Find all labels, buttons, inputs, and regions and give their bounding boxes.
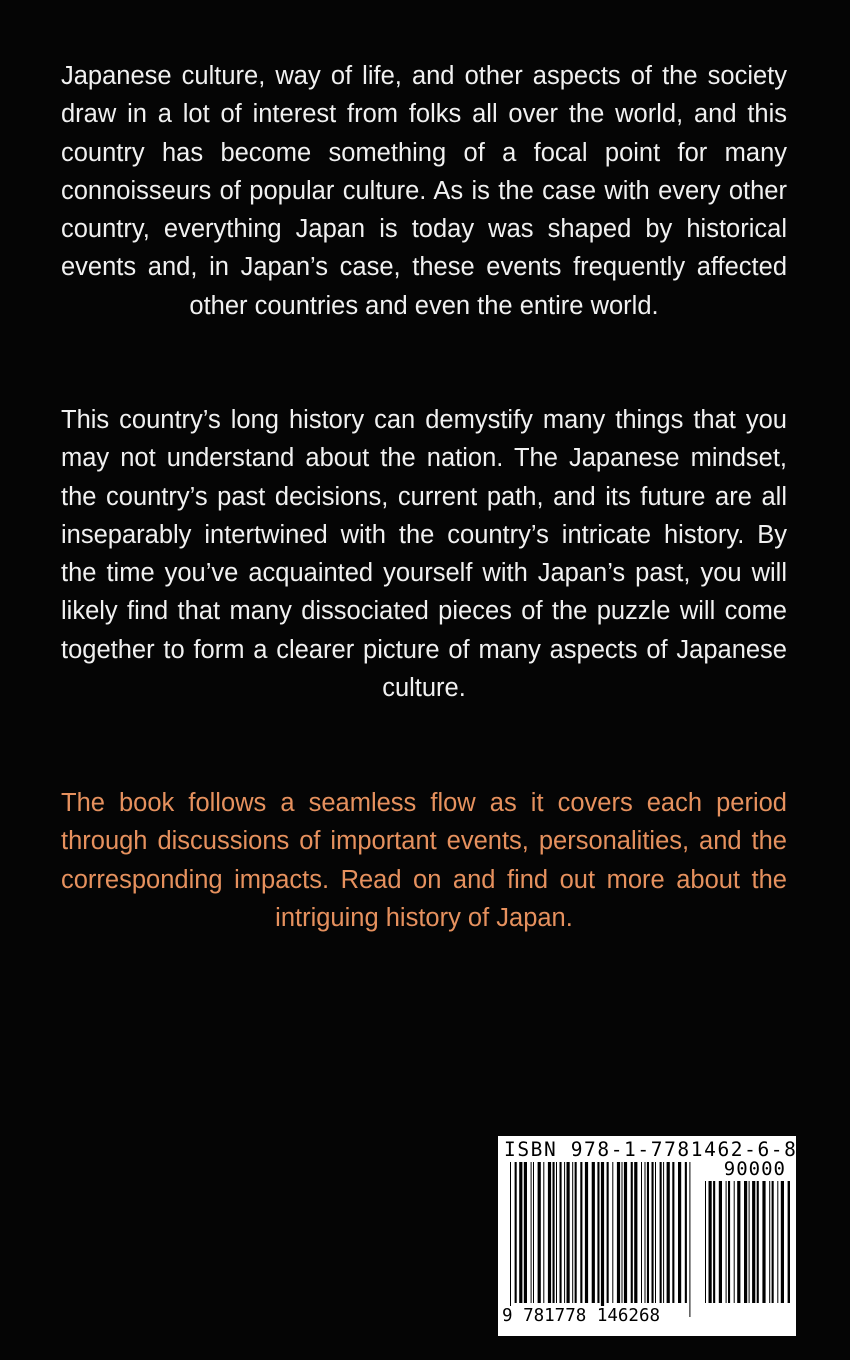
barcode-bar [762,1181,765,1303]
barcode-bar [556,1162,557,1303]
barcode-bar [672,1162,674,1303]
barcode-bar [728,1181,730,1303]
barcode-bar [772,1181,774,1303]
barcode-bar [689,1162,690,1317]
barcode-bar [519,1162,522,1303]
barcode-bar [769,1181,770,1303]
barcode-bar [585,1162,588,1303]
barcode-bar [685,1162,687,1303]
barcode-bar [572,1162,573,1303]
barcode-bar [597,1162,599,1303]
description-paragraph-3: The book follows a seamless flow as it covers each period through discussions of important events, personalities, and the corresponding impacts. Read on and find out more about the intriguing history of Japan. [61,789,787,932]
barcode-bar [631,1162,633,1303]
barcode-bar [737,1181,740,1303]
barcode-bar [645,1162,646,1303]
barcode-bar [567,1162,570,1303]
barcode-bar [777,1181,778,1303]
barcode-bar [622,1162,623,1303]
ean-digits: 9 781778 146268 [502,1306,661,1326]
barcode-bar [634,1162,637,1303]
barcode-bar [515,1162,517,1303]
barcode-bar [524,1162,527,1303]
barcode-bar [678,1162,681,1303]
barcode-bar [744,1181,747,1303]
price-code: 90000 [723,1158,786,1180]
barcode-bar [607,1162,609,1303]
barcode-bar [788,1181,790,1303]
barcode-bar [543,1162,544,1303]
barcode-bar [726,1181,727,1303]
barcode-bar [612,1162,613,1303]
barcode-bar [592,1162,595,1303]
ean-barcode [510,1162,693,1317]
barcode-bar [655,1162,656,1303]
barcode-bar [548,1162,551,1303]
barcode-bar [663,1162,664,1303]
barcode-bar [660,1162,662,1303]
barcode-bar [752,1181,755,1303]
barcode-bar [647,1162,649,1303]
barcode-bar [533,1162,534,1303]
barcode-bar [641,1162,642,1303]
barcode-bar [757,1181,759,1303]
barcode-bar [531,1162,532,1303]
barcode-bar [564,1162,565,1303]
barcode-bar [538,1162,541,1303]
addon-barcode [705,1181,790,1317]
barcode-bar [705,1181,706,1303]
barcode-bar [617,1162,620,1303]
barcode-bar [575,1162,577,1303]
barcode-bar [719,1181,722,1303]
barcode-bar [749,1181,750,1303]
barcode-bar [652,1162,654,1303]
barcode-bar [560,1162,562,1303]
barcode-bar [510,1162,511,1317]
barcode-bar [624,1162,627,1303]
barcode-bar [667,1162,670,1303]
barcode-bar [713,1181,715,1303]
description-paragraph-1: Japanese culture, way of life, and other aspects of the society draw in a lot of interest from folks all over the world, and this country has become something of a focal point for many connoisseurs of popular culture. As is the case with every other country, everything Japan is today was shaped by historical events and, in Japan’s case, these events frequently affected other countries and even the entire world. [61,62,787,320]
barcode-bar [734,1181,735,1303]
description-paragraph-2: This country’s long history can demystify many things that you may not understand about the nation. The Japanese mindset, the country’s past decisions, current path, and its future are all inseparably intertwined with the country’s intricate history. By the time you’ve acquainted yourself with Japan’s past, you will likely find that many dissociated pieces of the puzzle will come together to form a clearer picture of many aspects of Japanese culture. [61,406,787,703]
barcode-bar [709,1181,712,1303]
barcode-bar [781,1181,784,1303]
barcode-box [498,1136,796,1336]
barcode-bar [553,1162,555,1303]
isbn-label: ISBN 978-1-7781462-6-8 [504,1138,798,1161]
barcode-bar [601,1162,604,1317]
barcode-bar [580,1162,582,1303]
